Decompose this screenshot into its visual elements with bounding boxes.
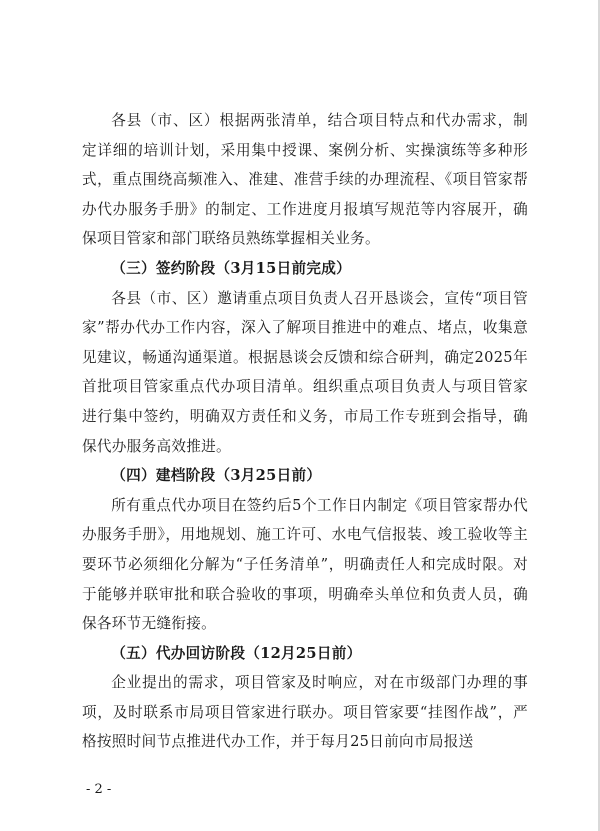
paragraph-return-visit: 企业提出的需求，项目管家及时响应，对在市级部门办理的事项，及时联系市局项目管家进行联办。项目管家要“挂图作战”，严格按照时间节点推进代办工作，并于每月25日前向市局报送 [82,674,528,751]
heading-signing-stage: （三）签约阶段（3月15日前完成） [111,259,352,277]
paragraph-filing: 所有重点代办项目在签约后5个工作日内制定《项目管家帮办代办服务手册》，用地规划、施工许可、水电气信报装、竣工验收等主要环节必须细化分解为“子任务清单”，明确责任人和完成时限。对于能够并联审批和联合验收的事项，明确牵头单位和负责人员，确保各环节无缝衔接。 [82,496,528,633]
heading-return-visit-stage: （五）代办回访阶段（12月25日前） [111,644,362,662]
document-body [82,106,528,757]
paragraph-signing: 各县（市、区）邀请重点项目负责人召开恳谈会，宣传“项目管家”帮办代办工作内容，深入了解项目推进中的难点、堵点，收集意见建议，畅通沟通渠道。根据恳谈会反馈和综合研判，确定2025年首批项目管家重点代办项目清单。组织重点项目负责人与项目管家进行集中签约，明确双方责任和义务，市局工作专班到会指导，确保代办服务高效推进。 [82,289,528,455]
heading-filing-stage: （四）建档阶段（3月25日前） [111,467,322,485]
paragraph-training: 各县（市、区）根据两张清单，结合项目特点和代办需求，制定详细的培训计划，采用集中授课、案例分析、实操演练等多种形式，重点围绕高频准入、准建、准营手续的办理流程、《项目管家帮办代办服务手册》的制定、工作进度月报填写规范等内容展开，确保项目管家和部门联络员熟练掌握相关业务。 [82,112,528,248]
page-number: - 2 - [86,782,112,797]
